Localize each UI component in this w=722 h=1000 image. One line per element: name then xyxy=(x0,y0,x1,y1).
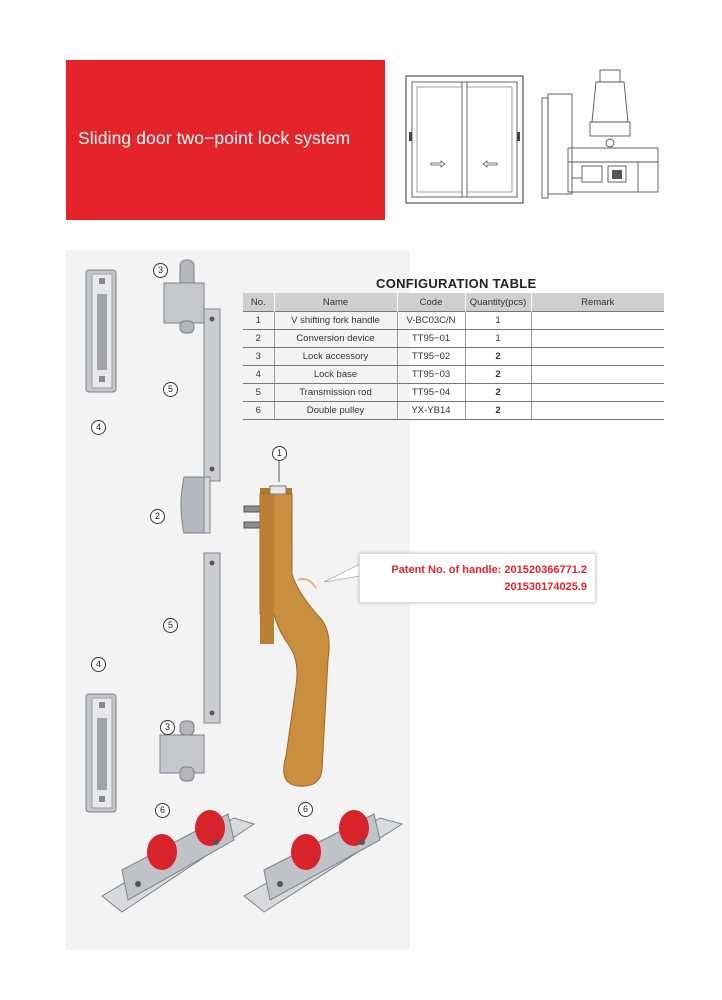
cell-qty: 2 xyxy=(465,384,531,402)
cell-code: TT95−02 xyxy=(397,348,465,366)
door-elevation-drawing xyxy=(405,75,525,205)
patent-callout xyxy=(359,553,596,603)
cell-code: V-BC03C/N xyxy=(397,312,465,330)
cell-qty: 2 xyxy=(465,366,531,384)
cell-remark xyxy=(531,384,664,402)
label-lock-accessory-bottom: 3 xyxy=(160,720,175,735)
label-lock-base-bottom: 4 xyxy=(91,657,106,672)
table-header-row xyxy=(243,293,664,312)
title-banner xyxy=(66,60,385,220)
label-double-pulley-left: 6 xyxy=(155,803,170,818)
label-transmission-rod-top: 5 xyxy=(163,382,178,397)
cell-remark xyxy=(531,330,664,348)
cell-name: Lock base xyxy=(274,366,397,384)
cell-qty: 1 xyxy=(465,312,531,330)
lock-base-top-illustration xyxy=(84,268,120,396)
label-transmission-rod-bottom: 5 xyxy=(163,618,178,633)
cell-no: 2 xyxy=(243,330,274,348)
callout-pointer xyxy=(322,562,362,586)
cell-code: TT95−04 xyxy=(397,384,465,402)
profile-section-drawing xyxy=(538,68,668,208)
cell-no: 3 xyxy=(243,348,274,366)
double-pulley-right-illustration xyxy=(240,800,410,920)
table-row xyxy=(243,348,664,366)
header-quantity: Quantity(pcs) xyxy=(465,293,531,312)
header-name: Name xyxy=(274,293,397,312)
label-lock-accessory-top: 3 xyxy=(153,263,168,278)
page-title: Sliding door two−point lock system xyxy=(78,128,351,148)
cell-no: 6 xyxy=(243,402,274,420)
cell-name: V shifting fork handle xyxy=(274,312,397,330)
cell-name: Conversion device xyxy=(274,330,397,348)
configuration-table-title: CONFIGURATION TABLE xyxy=(376,276,537,291)
table-row xyxy=(243,312,664,330)
label-conversion-device: 2 xyxy=(150,509,165,524)
table-row xyxy=(243,384,664,402)
handle-illustration xyxy=(240,460,360,750)
header-no: No. xyxy=(243,293,274,312)
patent-line-1: Patent No. of handle: 201520366771.2 xyxy=(391,564,587,576)
cell-code: YX-YB14 xyxy=(397,402,465,420)
header-code: Code xyxy=(397,293,465,312)
table-row xyxy=(243,330,664,348)
configuration-table xyxy=(243,293,664,420)
cell-qty: 2 xyxy=(465,402,531,420)
label-double-pulley-right: 6 xyxy=(298,802,313,817)
cell-no: 5 xyxy=(243,384,274,402)
header-remark: Remark xyxy=(531,293,664,312)
lock-base-bottom-illustration xyxy=(84,692,120,816)
table-row xyxy=(243,366,664,384)
cell-name: Double pulley xyxy=(274,402,397,420)
cell-remark xyxy=(531,402,664,420)
cell-no: 4 xyxy=(243,366,274,384)
cell-code: TT95−01 xyxy=(397,330,465,348)
double-pulley-left-illustration xyxy=(98,800,258,920)
cell-qty: 2 xyxy=(465,348,531,366)
cell-remark xyxy=(531,312,664,330)
cell-name: Lock accessory xyxy=(274,348,397,366)
label-lock-base-top: 4 xyxy=(91,420,106,435)
label-handle: 1 xyxy=(272,446,287,461)
cell-name: Transmission rod xyxy=(274,384,397,402)
patent-line-2: 201530174025.9 xyxy=(504,581,587,593)
table-row xyxy=(243,402,664,420)
cell-remark xyxy=(531,348,664,366)
cell-no: 1 xyxy=(243,312,274,330)
cell-qty: 1 xyxy=(465,330,531,348)
cell-code: TT95−03 xyxy=(397,366,465,384)
cell-remark xyxy=(531,366,664,384)
